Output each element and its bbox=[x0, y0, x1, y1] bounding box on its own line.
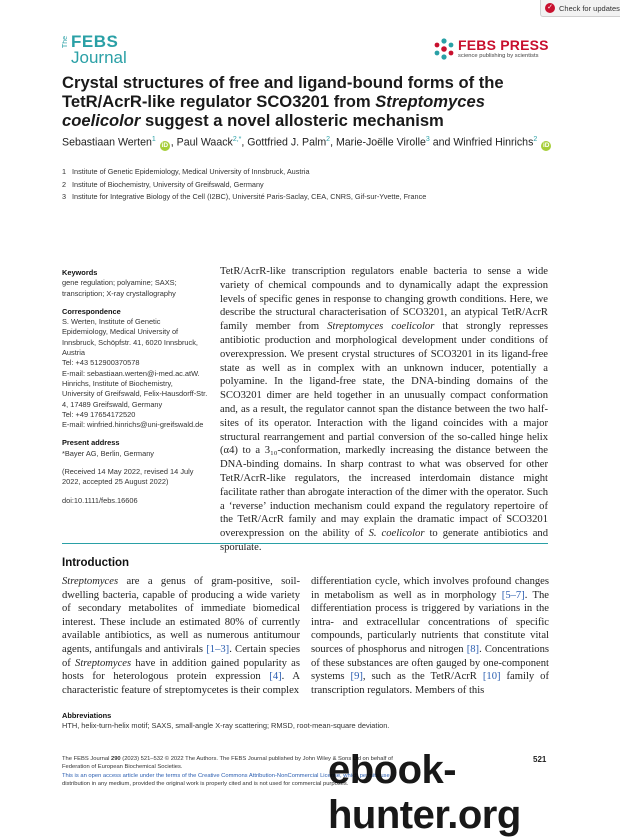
footer-journal: The FEBS Journal bbox=[62, 756, 111, 762]
press-name: FEBS PRESS bbox=[458, 37, 549, 53]
correspondence bbox=[62, 317, 212, 430]
orcid-icon[interactable]: iD bbox=[542, 141, 550, 149]
present-address-heading: Present address bbox=[62, 438, 120, 448]
febs-press-logo bbox=[432, 37, 562, 63]
correspondence-line: Austria bbox=[62, 348, 86, 358]
affiliation-number: 2 bbox=[62, 179, 67, 189]
title-part2: suggest a novel allosteric mechanism bbox=[140, 111, 444, 130]
footer-line-2: Federation of European Biochemical Societies. bbox=[62, 764, 183, 771]
author-affiliation-sup: 3 bbox=[425, 136, 430, 143]
abstract-italic-2: S. coelicolor bbox=[368, 528, 425, 540]
introduction-heading: Introduction bbox=[62, 557, 130, 569]
affiliation-text: Institute of Biochemistry, University of Greifswald, Germany bbox=[72, 179, 264, 189]
intro-text: . The differentiation process is triggered by variations in the intra- and extracellular concentrations of specific compounds, particularly nutrients that constitute vital sources of phosphorus and nitrogen bbox=[311, 589, 549, 655]
author-separator: , bbox=[330, 136, 336, 149]
intro-text: , such as the TetR/AcrR bbox=[362, 671, 483, 683]
affiliation-number: 1 bbox=[62, 167, 67, 176]
check-for-updates-label: Check for updates bbox=[559, 3, 620, 13]
abstract-text-2: that strongly represses antibiotic production and morphological development under conditions of overexpression. We present crystal structures of SCO3201 in its ligand-free state as well as in complex with an unknown inducer, potentially a polyamine. In the ligand-free state, the DNA-binding domains of the SCO3201 dimer are held together in an unusually compact conformation and, as a result, the regulator cannot span the distance between the two half-sites of its operator. Interaction with the ligand coincides with a major structural rearrangement and partial conversion of the so-called hinge helix (α4) to a 3₁₀-conformation, markedly increasing the distance between the DNA-binding domains. In sharp contrast to what was observed for other TetR/AcrR-like regulators, the increased interdomain distance might facilitate rather than abrogate interaction of the dimer with the operator. Such a ‘reverse’ induction mechanism could expand the regulatory repertoire of the TetR/AcrR family and may explain the dramatic impact of SCO3201 overexpression on the ability of bbox=[220, 321, 549, 540]
abstract-italic-1: Streptomyces coelicolor bbox=[327, 321, 435, 333]
affiliation-item bbox=[62, 166, 562, 179]
author-name[interactable]: Paul Waack bbox=[176, 136, 233, 149]
title-italic: Streptomyces coelicolor bbox=[62, 92, 485, 130]
orcid-icon[interactable]: iD bbox=[161, 141, 169, 149]
abstract bbox=[220, 265, 548, 555]
correspondence-line: Hinrichs, Institute of Biochemistry, bbox=[62, 378, 173, 388]
author-list bbox=[62, 133, 562, 151]
author-separator: , bbox=[170, 136, 177, 149]
correspondence-line: S. Werten, Institute of Genetic bbox=[62, 317, 161, 327]
article-sidebar bbox=[62, 268, 212, 506]
affiliation-number: 3 bbox=[62, 192, 67, 202]
affiliation-text: Institute of Genetic Epidemiology, Medical University of Innsbruck, Austria bbox=[72, 167, 310, 176]
received-dates: (Received 14 May 2022, revised 14 July 2022, accepted 25 August 2022) bbox=[62, 467, 194, 487]
correspondence-line: Innsbruck, Schöpfstr. 41, 6020 Innsbruck, bbox=[62, 337, 198, 347]
correspondence-line: Tel: +49 17654172520 bbox=[62, 409, 136, 419]
logo-febs: FEBS bbox=[71, 32, 119, 51]
logo-journal: Journal bbox=[71, 48, 127, 67]
intro-text: . Concentrations of these substances are often gauged by one-component systems bbox=[311, 643, 549, 683]
intro-text: . A characteristic feature of streptomycetes is their complex bbox=[62, 671, 300, 696]
febs-journal-logo bbox=[62, 30, 162, 66]
citation-link[interactable]: [4] bbox=[269, 671, 282, 683]
crossmark-icon: ✓ bbox=[545, 3, 555, 13]
author-separator: and bbox=[429, 136, 454, 149]
watermark: ebook-hunter.org bbox=[328, 748, 521, 837]
intro-text: differentiation cycle, which involves profound changes in metabolism as well as in morphology bbox=[311, 576, 549, 601]
correspondence-line: E-mail: sebastiaan.werten@i-med.ac.atW. bbox=[62, 368, 200, 378]
correspondence-line: 4, 17489 Greifswald, Germany bbox=[62, 399, 163, 409]
affiliation-text: Institute for Integrative Biology of the Cell (I2BC), Université Paris-Saclay, CEA, CNRS, Gif-sur-Yvette, France bbox=[72, 192, 427, 202]
footer-volume: 290 bbox=[110, 756, 121, 762]
correspondence-line: Tel: +43 512900370578 bbox=[62, 358, 140, 368]
abbreviations-heading: Abbreviations bbox=[62, 711, 112, 720]
author-name[interactable]: Winfried Hinrichs bbox=[453, 136, 534, 149]
affiliations bbox=[62, 166, 562, 204]
keywords-heading: Keywords bbox=[62, 268, 98, 277]
citation-link[interactable]: [1–3] bbox=[206, 643, 230, 655]
citation-link[interactable]: [8] bbox=[466, 643, 480, 655]
title-part1: Crystal structures of free and ligand-bound forms of the TetR/AcrR-like regulator SCO3201 from bbox=[62, 73, 504, 111]
section-divider bbox=[62, 543, 548, 544]
press-tagline: science publishing by scientists bbox=[458, 53, 539, 59]
check-for-updates-button[interactable] bbox=[540, 0, 620, 17]
intro-text: family of transcription regulators. Members of this bbox=[311, 671, 550, 696]
article-title bbox=[62, 73, 562, 130]
author-name[interactable]: Sebastiaan Werten bbox=[62, 136, 152, 149]
author-name[interactable]: Marie-Joëlle Virolle bbox=[335, 136, 426, 149]
intro-text: . Certain species of bbox=[62, 643, 300, 669]
author-affiliation-sup: 2,* bbox=[232, 136, 242, 143]
author-affiliation-sup: 2 bbox=[326, 136, 331, 143]
keywords: gene regulation; polyamine; SAXS; transcription; X-ray crystallography bbox=[62, 278, 177, 298]
affiliation-item bbox=[62, 191, 562, 204]
citation-link[interactable]: [9] bbox=[350, 671, 363, 683]
febs-press-dots-icon bbox=[432, 37, 456, 61]
author-name[interactable]: Gottfried J. Palm bbox=[247, 136, 327, 149]
citation-link[interactable]: [10] bbox=[482, 671, 501, 683]
footer-copyright: (2023) 521–532 © 2022 The Authors. The FEBS Journal published by John Wiley & Sons Ltd on behalf of bbox=[120, 756, 393, 762]
author-affiliation-sup: 1 bbox=[151, 136, 156, 143]
abbreviations-text: HTH, helix-turn-helix motif; SAXS, small-angle X-ray scattering; RMSD, root-mean-square deviation. bbox=[62, 721, 390, 730]
author-separator: , bbox=[241, 136, 248, 149]
present-address: *Bayer AG, Berlin, Germany bbox=[62, 448, 155, 458]
abstract-text-3: to generate antibiotics and sporulate. bbox=[220, 528, 549, 553]
footer-license-line[interactable]: This is an open access article under the terms of the Creative Commons Attribution-NonCommercial License, which permits use, bbox=[62, 772, 392, 779]
introduction-column-left bbox=[62, 575, 300, 697]
correspondence-heading: Correspondence bbox=[62, 306, 121, 316]
footer-line-4: distribution in any medium, provided the original work is properly cited and is not used for commercial purposes. bbox=[62, 781, 349, 788]
intro-text: are a genus of gram-positive, soil-dwelling bacteria, capable of producing a wide variety of secondary metabolites of immediate biomedical interest. These include an estimated 80% of currently available antibiotics, as well as numerous antitumour agents, antifungals and antivirals bbox=[62, 576, 300, 655]
intro-text: have in addition gained popularity as hosts for heterologous protein expression bbox=[62, 657, 300, 683]
abstract-text-1: TetR/AcrR-like transcription regulators enable bacteria to sense a wide variety of chemical compounds and to dynamically adapt the expression levels of specific genes in response to changing growth conditions. Here, we describe the structural characterisation of SCO3201, an atypical TetR/AcrR family member from bbox=[220, 266, 548, 333]
doi-link[interactable]: doi:10.1111/febs.16606 bbox=[62, 495, 138, 505]
citation-link[interactable]: [5–7] bbox=[501, 589, 525, 601]
page-number: 521 bbox=[533, 755, 547, 764]
correspondence-line: E-mail: winfried.hinrichs@uni-greifswald.de bbox=[62, 420, 204, 430]
correspondence-line: University of Greifswald, Felix-Hausdorff-Str. bbox=[62, 389, 208, 399]
affiliation-item bbox=[62, 179, 562, 192]
introduction-column-right bbox=[311, 575, 549, 697]
logo-the: The bbox=[62, 36, 69, 49]
intro-italic: Streptomyces bbox=[62, 576, 119, 587]
intro-italic: Streptomyces bbox=[75, 657, 132, 669]
correspondence-line: Epidemiology, Medical University of bbox=[62, 327, 179, 337]
author-affiliation-sup: 2 bbox=[533, 136, 538, 143]
